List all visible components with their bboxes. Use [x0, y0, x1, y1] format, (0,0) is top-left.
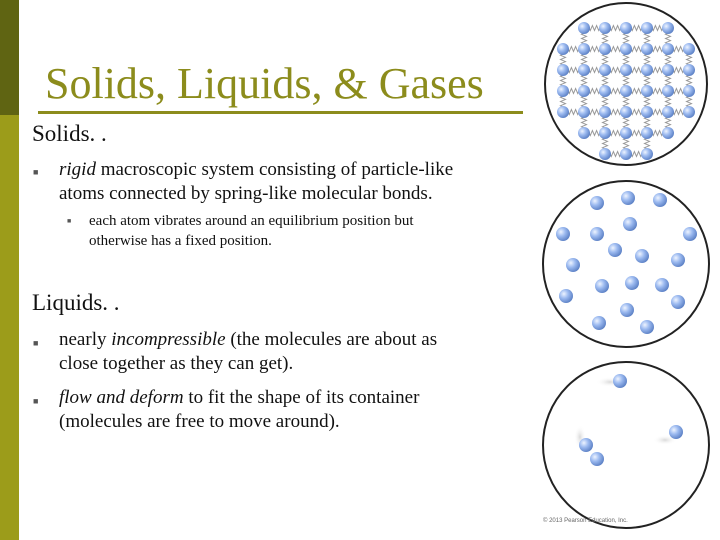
atom [599, 64, 611, 76]
atom [599, 43, 611, 55]
liquids-item-1-line2: close together as they can get). [59, 353, 294, 374]
particle [623, 217, 637, 231]
particle [671, 253, 685, 267]
atom [641, 22, 653, 34]
liquids-item-2-line1 [59, 386, 529, 410]
atom [599, 127, 611, 139]
atom [641, 43, 653, 55]
particle [621, 191, 635, 205]
atom [578, 64, 590, 76]
liquids-item-2-italic: flow and deform [59, 387, 184, 408]
solids-item-1-italic: rigid [59, 159, 96, 180]
atom [662, 106, 674, 118]
atom [641, 127, 653, 139]
particle [579, 438, 593, 452]
atom [641, 64, 653, 76]
particle [671, 295, 685, 309]
atom [557, 43, 569, 55]
atom [641, 85, 653, 97]
particle [566, 258, 580, 272]
atom [620, 43, 632, 55]
solids-item-1-line2: atoms connected by spring-like molecular bonds. [59, 183, 433, 204]
atom [641, 106, 653, 118]
particle [635, 249, 649, 263]
liquids-item-2-line2: (molecules are free to move around). [59, 411, 340, 432]
solids-subitem-1 [89, 211, 519, 251]
particle [655, 278, 669, 292]
atom [599, 106, 611, 118]
atom [599, 22, 611, 34]
atom [683, 85, 695, 97]
particle [590, 196, 604, 210]
atom [620, 106, 632, 118]
liquids-item-1-post: (the molecules are about as [225, 329, 438, 350]
atom [662, 85, 674, 97]
slide-title: Solids, Liquids, & Gases [45, 59, 484, 108]
particle [669, 425, 683, 439]
title-underline [38, 111, 523, 114]
particle [613, 374, 627, 388]
atom [557, 106, 569, 118]
bullet-icon: ■ [33, 396, 39, 406]
particle [608, 243, 622, 257]
atom [662, 127, 674, 139]
bullet-icon: ■ [33, 167, 39, 177]
atom [599, 85, 611, 97]
solids-item-1-line1 [59, 158, 529, 182]
liquids-heading: Liquids. . [32, 290, 120, 315]
particle [556, 227, 570, 241]
particle [590, 227, 604, 241]
solids-subitem-1-line1: each atom vibrates around an equilibrium position but [89, 213, 414, 229]
liquids-item-2-post: to fit the shape of its container [183, 387, 420, 408]
bullet-icon: ■ [33, 338, 39, 348]
liquids-item-1-line1 [59, 328, 529, 352]
particle [590, 452, 604, 466]
solids-item-1-rest: macroscopic system consisting of particle-like [95, 159, 454, 180]
atom [620, 148, 632, 160]
particle [640, 320, 654, 334]
atom [662, 22, 674, 34]
states-of-matter-figure [530, 0, 720, 540]
atom [557, 64, 569, 76]
atom [578, 22, 590, 34]
atom [662, 64, 674, 76]
particle [620, 303, 634, 317]
bullet-icon: ■ [67, 217, 72, 225]
gas-circle [543, 362, 709, 528]
liquids-item-1 [59, 328, 529, 376]
atom [620, 64, 632, 76]
atom [578, 127, 590, 139]
atom [683, 64, 695, 76]
atom [683, 106, 695, 118]
particle [683, 227, 697, 241]
atom [620, 22, 632, 34]
liquids-item-1-italic: incompressible [111, 329, 226, 350]
atom [620, 127, 632, 139]
atom [641, 148, 653, 160]
atom [578, 85, 590, 97]
atom [683, 43, 695, 55]
particle [592, 316, 606, 330]
atom [578, 106, 590, 118]
atom [578, 43, 590, 55]
particle [653, 193, 667, 207]
sidebar-accent-bar-top [0, 0, 19, 115]
atom [599, 148, 611, 160]
particle [625, 276, 639, 290]
atom [620, 85, 632, 97]
solids-heading: Solids. . [32, 121, 107, 146]
liquids-item-1-pre: nearly [59, 329, 112, 350]
liquids-item-2 [59, 386, 529, 434]
atom [557, 85, 569, 97]
atom [662, 43, 674, 55]
copyright-notice: © 2013 Pearson Education, Inc. [543, 518, 628, 524]
solids-subitem-1-line2: otherwise has a fixed position. [89, 233, 272, 249]
particle [595, 279, 609, 293]
solids-item-1 [59, 158, 529, 206]
particle [559, 289, 573, 303]
